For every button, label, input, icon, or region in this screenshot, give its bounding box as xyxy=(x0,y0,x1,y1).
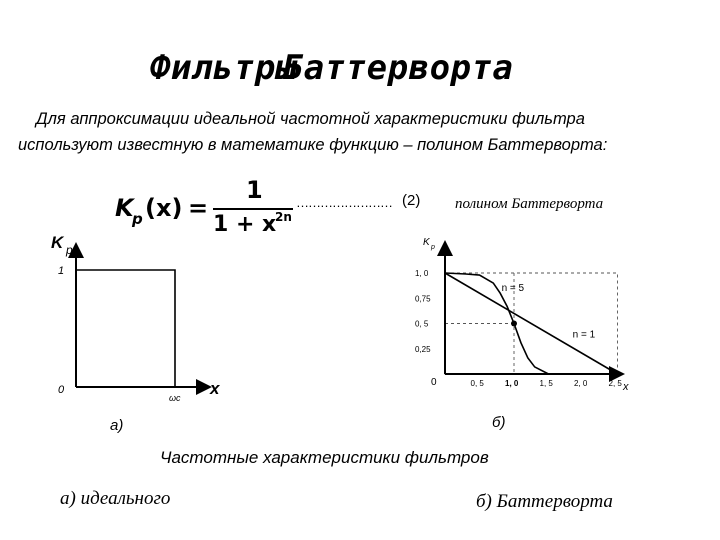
ideal-y-label-sub: p xyxy=(66,243,73,257)
intro-line1: Для аппроксимации идеальной частотной характеристики фильтра xyxy=(36,110,585,128)
ideal-x-tick: ωc xyxy=(169,393,181,403)
title-part1: Фильтры xyxy=(150,48,297,88)
bw-x-tick: 2, 5 xyxy=(608,379,622,388)
bw-intersection-point xyxy=(511,321,517,327)
bw-y-tick: 0,75 xyxy=(415,294,431,304)
bw-x-tick: 1, 5 xyxy=(539,379,553,388)
intro-line2: используют известную в математике функцию – полином Баттерворта: xyxy=(18,136,608,154)
bw-x-label: x xyxy=(623,381,629,393)
formula-equals: = xyxy=(188,194,209,222)
butterworth-chart xyxy=(405,232,635,407)
formula-denominator: 1 + x xyxy=(213,212,277,237)
ideal-y-tick: 1 xyxy=(58,265,65,277)
ideal-x-label: x xyxy=(210,379,220,398)
figure-caption: Частотные характеристики фильтров xyxy=(160,448,489,467)
bw-x-tick: 0, 5 xyxy=(470,379,484,388)
bw-y-label-sub: p xyxy=(431,244,435,251)
bw-y-tick: 0,25 xyxy=(415,344,431,354)
bw-series-label: n = 1 xyxy=(572,329,596,341)
bw-x-tick: 1, 0 xyxy=(505,379,519,388)
formula-k: K xyxy=(115,194,134,222)
bw-y-tick: 0, 5 xyxy=(415,319,429,329)
bw-series-line xyxy=(445,273,549,374)
bw-y-tick: 0 xyxy=(431,377,437,388)
bw-y-tick: 1, 0 xyxy=(415,269,429,278)
formula-arg: (x) xyxy=(145,194,183,222)
bw-series-label: n = 5 xyxy=(501,283,525,295)
butterworth-label: полином Баттерворта xyxy=(455,196,604,212)
formula-numerator: 1 xyxy=(246,176,263,204)
ideal-chart xyxy=(38,232,238,412)
formula-exponent: 2n xyxy=(275,210,292,224)
ideal-y-label: K xyxy=(51,233,64,252)
ideal-y-tick: 0 xyxy=(58,384,65,396)
bw-x-tick: 2, 0 xyxy=(574,379,588,388)
footer-left: а) идеального xyxy=(60,488,171,509)
slide-title xyxy=(150,48,513,88)
ideal-response-line xyxy=(76,270,175,387)
butterworth-formula xyxy=(115,178,295,236)
formula-k-sub: p xyxy=(132,210,143,228)
footer-right: б) Баттерворта xyxy=(476,491,613,512)
label-a: а) xyxy=(110,417,124,434)
equation-number: (2) xyxy=(402,192,421,209)
equation-dots: …………………… xyxy=(296,195,392,210)
label-b: б) xyxy=(492,414,506,431)
bw-y-label: K xyxy=(423,237,430,248)
title-part2: Баттерворта xyxy=(282,48,514,88)
